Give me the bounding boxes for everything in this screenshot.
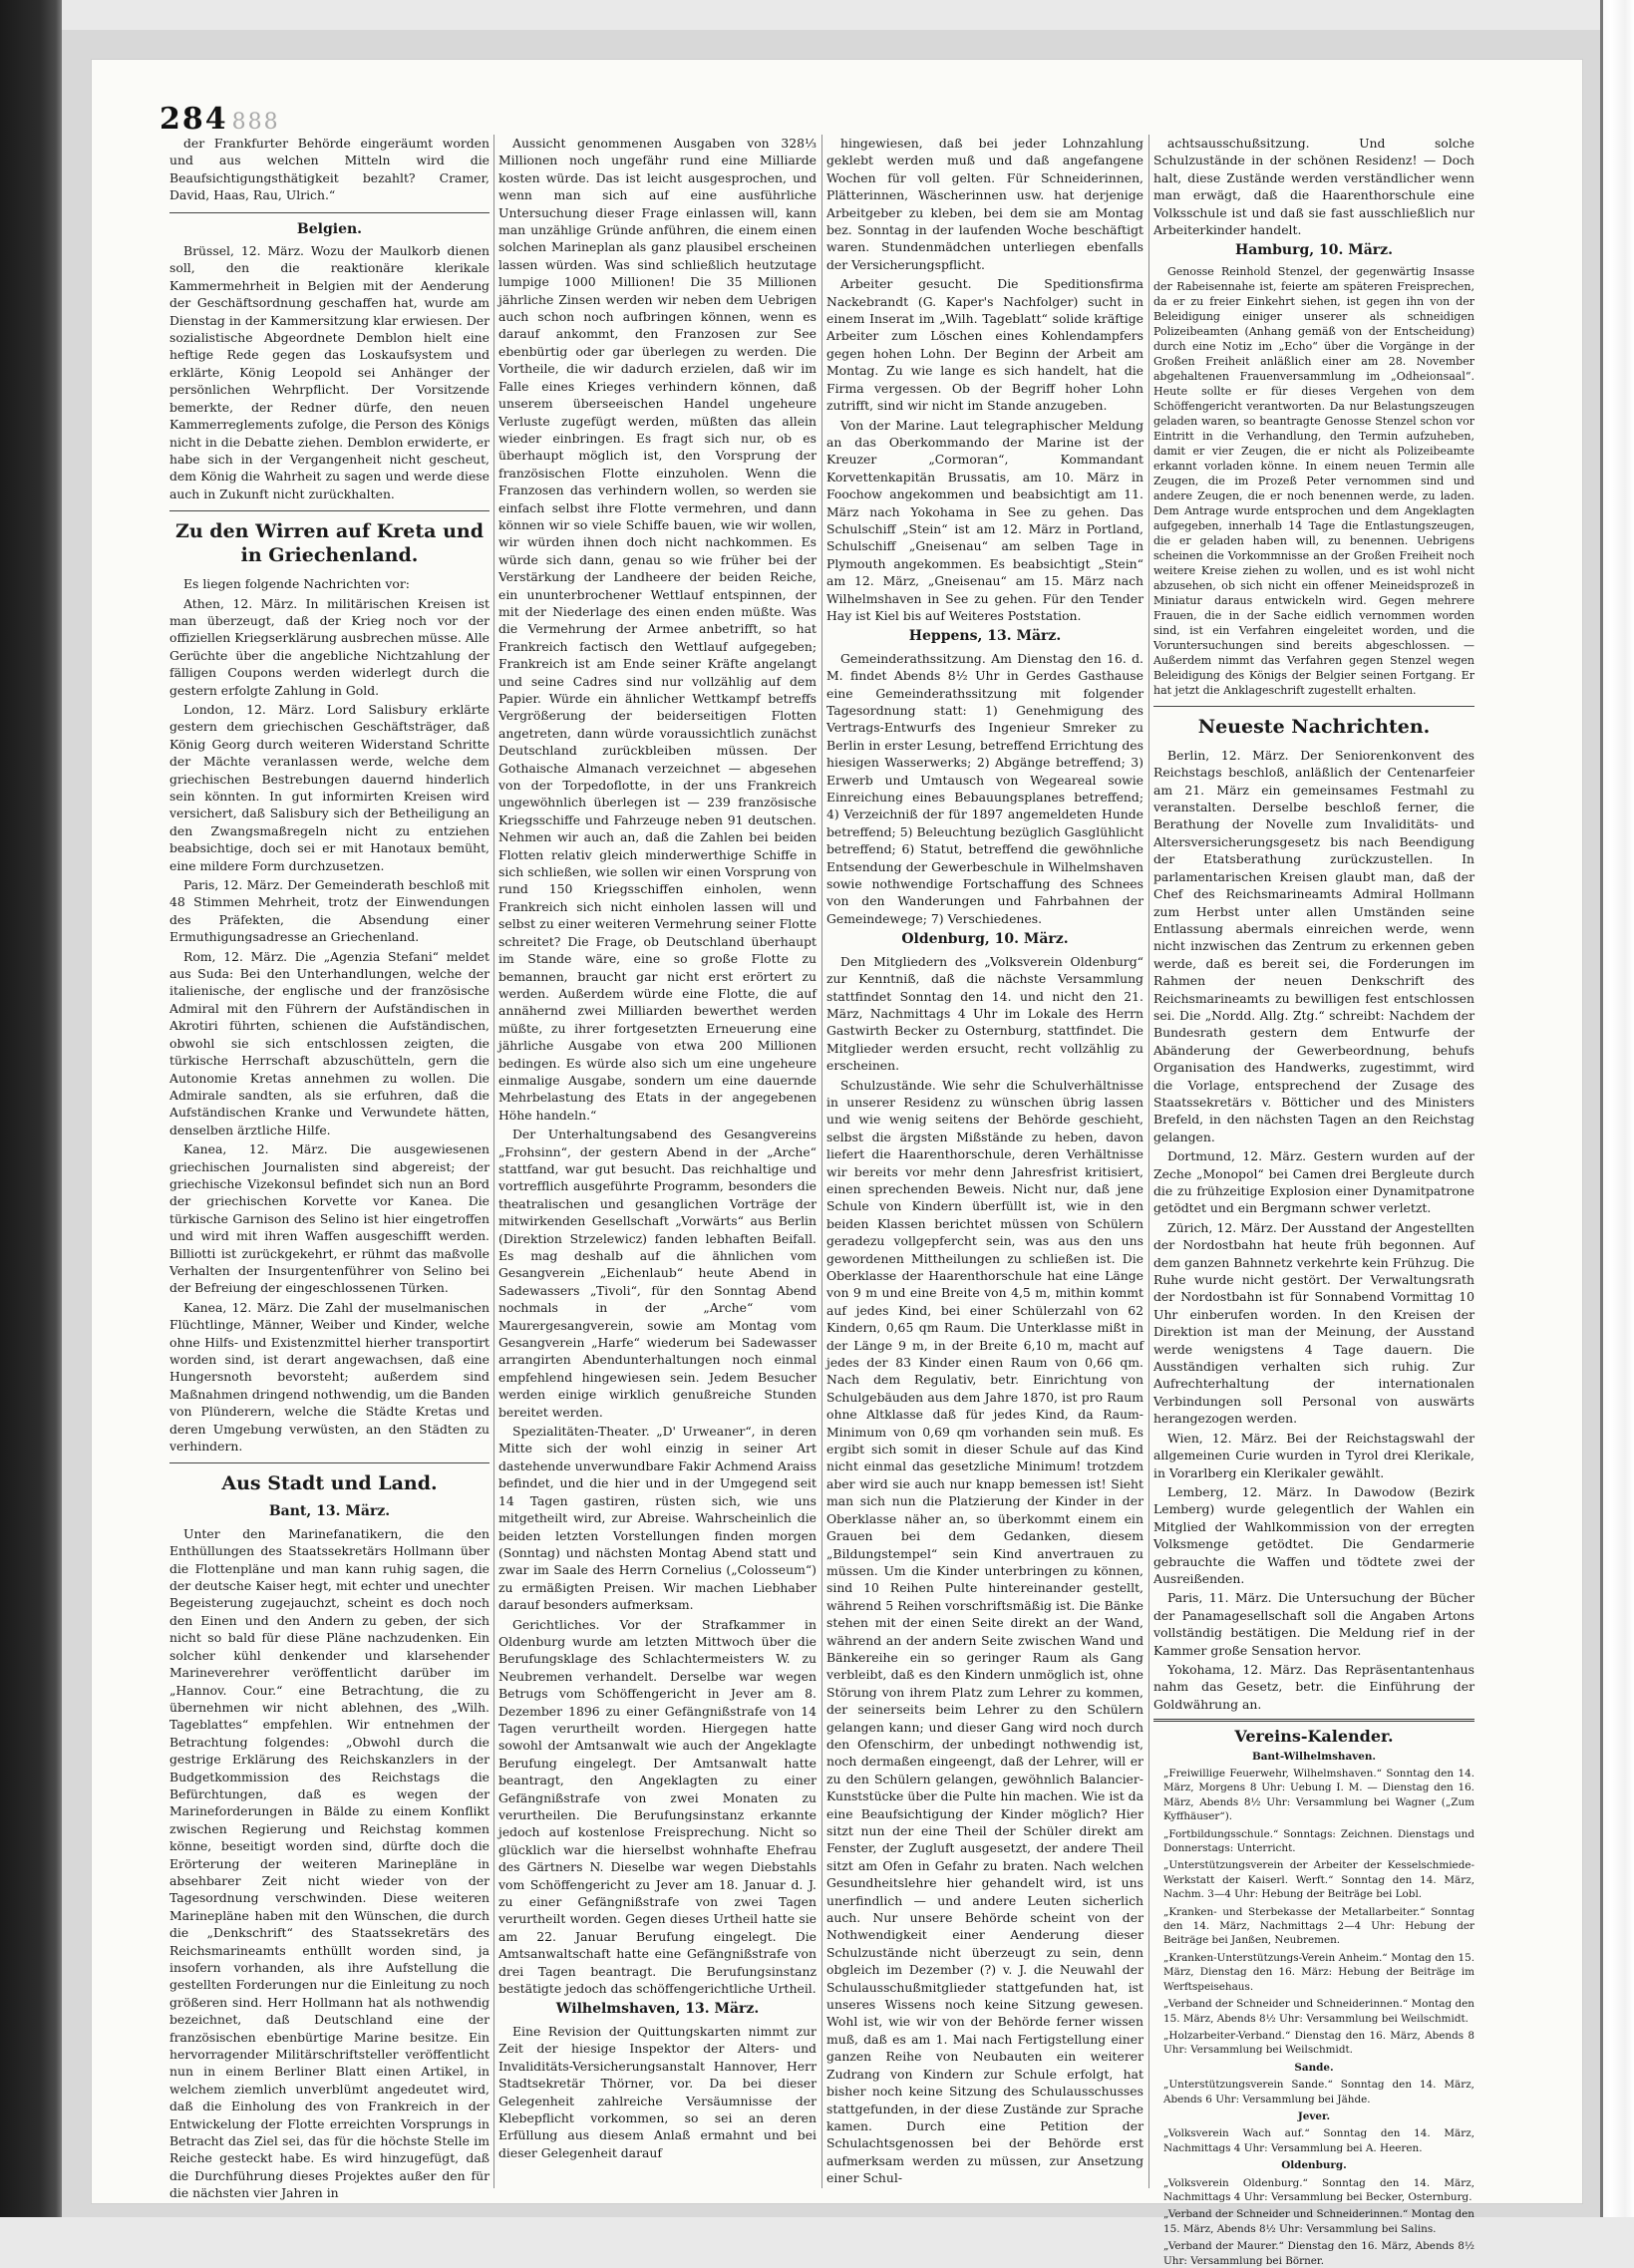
section-divider (169, 1462, 490, 1463)
article-text: Brüssel, 12. März. Wozu der Maulkorb dienen soll, den die reaktionäre klerikale Kammermehrheit in Belgien mit der Aenderung der Geschäftsordnung geschaffen hat, wurde am Dienstag in der Kammersitzung klar erwiesen. Der sozialistische Abgeordnete Demblon hielt eine heftige Rede gegen das Loskaufsystem und erklärte, König Leopold sei Anhänger der persönlichen Wehrpflicht. Der Vorsitzende bemerkte, der Redner dürfe, den neuen Kammerreglements zufolge, die Person des Königs nicht in die Debatte ziehen. Demblon erwiderte, er habe sich in der Vergangenheit nicht gescheut, dem König die Wahrheit zu sagen und werde diese auch in Zukunft nicht zurückhalten. (169, 243, 490, 501)
article-text: Arbeiter gesucht. Die Speditionsfirma Nackebrandt (G. Kaper's Nachfolger) sucht in einem Inserat im „Wilh. Tageblatt“ solide kräftige Arbeiter zum Löschen eines Kohlendampfers gegen hohen Lohn. Der Beginn der Arbeit am Montag. Zu wie lange es sich handelt, hat die Firma vergessen. Ob der Begriff hoher Lohn zutrifft, sind wir nicht im Stande anzugeben. (826, 276, 1144, 414)
calendar-entry: „Freiwillige Feuerwehr, Wilhelmshaven.“ Sonntag den 14. März, Morgens 8 Uhr: Uebung I. M. — Dienstag den 16. März, Abends 8½ Uhr: Versammlung bei Wagner („Zum Kyffhäuser“). (1163, 1768, 1474, 1823)
article-text: London, 12. März. Lord Salisbury erklärte gestern dem griechischen Geschäftsträger, daß König Georg durch weiteren Widerstand Schritte der Mächte veranlassen werde, welche dem griechischen Bestrebungen dauernd hinderlich sein könnten. In gut informirten Kreisen wird versichert, daß Salisbury sich der Betheiligung an den Zwangsmaßregeln nicht zu entziehen beabsichtige, doch sei er mit Hanotaux bemüht, eine mildere Form durchzusetzen. (169, 701, 490, 873)
dateline: Oldenburg, 10. März. (901, 931, 1069, 948)
section-heading: Belgien. (296, 220, 363, 237)
page-number-text: 284 (160, 102, 228, 137)
calendar-entry: „Unterstützungsverein der Arbeiter der Kesselschmiede-Werkstatt der Kaiserl. Werft.“ Sonntag den 14. März, Nachm. 3—4 Uhr: Hebung der Beiträge bei Lobl. (1163, 1859, 1474, 1901)
article-text: Den Mitgliedern des „Volksverein Oldenburg“ zur Kenntniß, daß die nächste Versammlung stattfindet Sonntag den 14. und nicht den 21. März, Nachmittags 4 Uhr im Lokale des Herrn Gastwirth Becker zu Osternburg, stattfindet. Die Mitglieder werden ersucht, recht vollzählig zu erscheinen. (826, 953, 1144, 1074)
calendar-entry: „Kranken-Unterstützungs-Verein Anheim.“ Montag den 15. März, Dienstag den 16. März: Hebung der Beiträge im Werftspeisehaus. (1163, 1951, 1474, 1993)
article-text: Lemberg, 12. März. In Dawodow (Bezirk Lemberg) wurde gelegentlich der Wahlen ein Mitglied der Wahlkommission von der erregten Volksmenge getödtet. Die Gendarmerie gebrauchte die Waffen und tödtete zwei der Ausreißenden. (1153, 1483, 1474, 1586)
column-1 (169, 135, 490, 2201)
column-rule (493, 135, 494, 2188)
calendar-entry: „Holzarbeiter-Verband.“ Dienstag den 16. März, Abends 8 Uhr: Versammlung bei Weilschmidt. (1163, 2029, 1474, 2057)
article-text: achtsausschußsitzung. Und solche Schulzustände in der schönen Residenz! — Doch halt, diese Zustände werden verständlicher wenn man erwägt, daß die Haarenthorschule eine Volksschule ist und daß sie fast ausschließlich nur Arbeiterkinder handelt. (1153, 136, 1474, 238)
calendar-entry: „Verband der Maurer.“ Dienstag den 16. März, Abends 8½ Uhr: Versammlung bei Börner. (1163, 2240, 1474, 2267)
calendar-entry: „Fortbildungsschule.“ Sonntags: Zeichnen. Dienstags und Donnerstags: Unterricht. (1163, 1827, 1474, 1855)
calendar-location: Bant-Wilhelmshaven. (1251, 1750, 1377, 1763)
calendar-entry: „Verband der Schneider und Schneiderinnen.“ Montag den 15. März, Abends 8½ Uhr: Versammlung bei Weilschmidt. (1163, 1998, 1474, 2025)
article-text: Wien, 12. März. Bei der Reichstagswahl der allgemeinen Curie wurden in Tyrol drei Klerikale, in Vorarlberg ein Klerikaler gewählt. (1153, 1430, 1474, 1480)
dateline: Heppens, 13. März. (908, 628, 1062, 645)
calendar-entry: „Volksverein Oldenburg.“ Sonntag den 14. März, Nachmittags 4 Uhr: Versammlung bei Becker, Osternburg. (1163, 2176, 1474, 2203)
section-divider (1153, 706, 1474, 707)
article-text: Zürich, 12. März. Der Ausstand der Angestellten der Nordostbahn hat heute früh begonnen. Auf dem ganzen Bahnnetz verkehrte kein Frühzug. Die Ruhe wurde nicht gestört. Der Verwaltungsrath der Nordostbahn ist für Sonnabend Vormittag 10 Uhr einberufen worden. In den Kreisen der Direktion ist man der Meinung, der Ausstand werde wenigstens 4 Tage dauern. Die Ausständigen verhalten sich ruhig. Zur Aufrechterhaltung der internationalen Verbindungen soll Personal von auswärts herangezogen werden. (1153, 1219, 1474, 1427)
article-text: Rom, 12. März. Die „Agenzia Stefani“ meldet aus Suda: Bei den Unterhandlungen, welche der italienische, der englische und der französische Admiral mit den Führern der Aufständischen in Akrotiri führten, schienen die Aufständischen, obwohl sie sich entschlossen zeigten, die türkische Herrschaft abzuschütteln, gern die Autonomie Kretas annehmen zu wollen. Die Admirale sandten, als sie erfuhren, daß die Aufständischen Kranke und Verwundete hätten, denselben ärztliche Hilfe. (169, 948, 490, 1137)
article-text: Unter den Marinefanatikern, die den Enthüllungen des Staatssekretärs Hollmann über die Flottenpläne und man kann ruhig sagen, die der deutsche Kaiser hegt, mit echter und unechter Begeisterung zugejauchzt, scheint es doch noch den Einen und den Andern zu geben, der sich nicht so bald für diese Pläne nachzudenken. Ein solcher kühl denkender und klarsehender Marineverehrer veröffentlicht darüber im „Hannov. Cour.“ eine Betrachtung, die zu übernehmen wir nicht ablehnen, des „Wilh. Tageblattes“ empfehlen. Wir entnehmen der Betrachtung folgendes: „Obwohl durch die gestrige Erklärung des Reichskanzlers in der Budgetkommission des Reichstags die Befürchtungen, daß es wegen der Marineforderungen in Bälde zu einem Konflikt zwischen Regierung und Reichstag kommen könne, beseitigt worden sind, dürfte doch die Erörterung der weiteren Marinepläne in absehbarer Zeit nicht wieder von der Tagesordnung verschwinden. Diese weiteren Marinepläne haben mit den Wünschen, die durch die „Denkschrift“ des Staatssekretärs des Reichsmarineamts enthüllt worden sind, ja insofern vorhanden, als ihre Aufstellung die gestellten Forderungen nur die Einleitung zu noch größeren sind. Herr Hollmann hat als nothwendig bezeichnet, daß Deutschland eine der französischen ebenbürtige Marine besitze. Ein hervorragender Militärschriftsteller veröffentlicht nun in einem Berliner Blatt einen Artikel, in welchem ziemlich unverblümt angedeutet wird, daß die Einholung des von Frankreich in der Entwickelung der Flotte erreichten Vorsprungs in Betracht das Ziel sei, das für die höchste Stelle im Reiche gesteckt habe. Es wird hinzugefügt, daß die Durchführung dieses Projektes außer den für die nächsten vier Jahren in (169, 1525, 490, 2201)
calendar-location: Sande. (1294, 2061, 1334, 2074)
section-heading: Neueste Nachrichten. (1197, 715, 1431, 738)
article-text: Es liegen folgende Nachrichten vor: (183, 576, 410, 592)
book-binding (0, 0, 62, 2217)
article-text: Gerichtliches. Vor der Strafkammer in Oldenburg wurde am letzten Mittwoch über die Berufungsklage des Schlachtermeisters W. zu Neubremen verhandelt. Derselbe war wegen Betrugs vom Schöffengericht in Jever am 8. Dezember 1896 zu einer Gefängnißstrafe von 14 Tagen verurtheilt worden. Hiergegen hatte sowohl der Amtsanwalt wie auch der Angeklagte Berufung eingelegt. Der Amtsanwalt hatte beantragt, den Angeklagten zu einer Gefängnißstrafe von zwei Monaten zu verurtheilen. Die Berufungsinstanz erkannte jedoch auf kostenlose Freisprechung. Nicht so glücklich war die hierselbst wohnhafte Ehefrau des Gärtners N. Dieselbe war wegen Diebstahls vom Schöffengericht zu Jever am 18. Januar d. J. zu einer Gefängnißstrafe von zwei Tagen verurtheilt worden. Gegen dieses Urtheil hatte sie am 22. Januar Berufung eingelegt. Die Amtsanwaltschaft hatte eine Gefängnißstrafe von drei Tagen beantragt. Die Berufungsinstanz bestätigte jedoch das schöffengerichtliche Urtheil. (498, 1616, 817, 1997)
column-4 (1153, 135, 1474, 2267)
article-text: Genosse Reinhold Stenzel, der gegenwärtig Insasse der Rabeisennahe ist, feierte am späteren Freisprechen, da er zu freier Einkehrt siehen, ist gegen ihn von der Beleidigung einiger unserer als schneidigen Polizeibeamten (Anhang gemäß von der Entscheidung) durch eine Notiz im „Echo“ über die Vorgänge in der Großen Freiheit anläßlich einer am 28. November abgehaltenen Frauenversammlung im „Odheionsaal“. Heute sollte er für dieses Vergehen von dem Schöffengericht verantworten. Da nur Belastungszeugen geladen waren, so beantragte Genosse Stenzel schon vor Eintritt in die Verhandlung, den Termin aufzuheben, damit er vier Zeugen, die er nicht als Polizeibeamte erkannt vorladen könne. In einem neuen Termin alle Zeugen, die im Prozeß Peter vernommen sind und andere Zeugen, die er noch benennen werde, zu laden. Dem Antrage wurde entsprochen und dem Angeklagten aufgegeben, innerhalb 14 Tage die Entlastungszeugen, die er geladen haben will, zu benennen. Uebrigens scheinen die Vorkommnisse an der Großen Freiheit noch weitere Kreise ziehen zu wollen, und es ist wohl nicht abzusehen, ob sich nicht ein offener Meineidsprozeß in Miniatur daraus entwickeln wird. Gegen mehrere Frauen, die in der Sache eidlich vernommen worden sind, ist ein Verfahren eingeleitet worden, und die Voruntersuchungen sind bereits abgeschlossen. — Außerdem nimmt das Verfahren gegen Stenzel wegen Beleidigung des Königs der Belgier seinen Fortgang. Er hat jetzt die Anklageschrift zugestellt erhalten. (1153, 264, 1474, 697)
section-heading: Vereins-Kalender. (1234, 1727, 1394, 1747)
section-divider (169, 510, 490, 511)
article-text: Der Unterhaltungsabend des Gesangvereins „Frohsinn“, der gestern Abend in der „Arche“ stattfand, war gut besucht. Das reichhaltige und vortrefflich ausgeführte Programm, besonders die theatralischen und gesanglichen Vorträge der mitwirkenden Gesellschaft „Vorwärts“ aus Berlin (Direktion Strzelewicz) fanden lebhaften Beifall. Es mag deshalb auf die ähnlichen vom Gesangverein „Eichenlaub“ heute Abend in Sadewassers „Tivoli“, für den Sonntag Abend nochmals in der „Arche“ vom Maurergesangverein, sowie am Montag vom Gesangverein „Harfe“ wiederum bei Sadewasser arrangirten Abendunterhaltungen noch einmal empfehlend hingewiesen sein. Jedem Besucher werden einige wirklich genußreiche Stunden bereitet werden. (498, 1127, 817, 1420)
article-text: Yokohama, 12. März. Das Repräsentantenhaus nahm das Gesetz, betr. die Einführung der Goldwährung an. (1153, 1661, 1474, 1712)
page-number (160, 102, 280, 137)
dateline: Bant, 13. März. (268, 1503, 391, 1520)
article-text: Dortmund, 12. März. Gestern wurden auf der Zeche „Monopol“ bei Camen drei Bergleute durch die zu frühzeitige Explosion einer Dynamitpatrone getödtet und ein Bergmann schwer verletzt. (1153, 1148, 1474, 1216)
section-divider (169, 212, 490, 213)
dateline: Wilhelmshaven, 13. März. (555, 2001, 760, 2018)
article-text: Eine Revision der Quittungskarten nimmt zur Zeit der hiesige Inspektor der Alters- und Invaliditäts-Versicherungsanstalt Hannover, Herr Stadtsekretär Thörner, vor. Da bei dieser Gelegenheit zahlreiche Versäumnisse der Klebepflicht vorkommen, so sei an deren Erfüllung aus diesem Anlaß ermahnt und bei dieser Gelegenheit darauf (498, 2023, 817, 2160)
calendar-location: Oldenburg. (1281, 2159, 1347, 2172)
article-text: Schulzustände. Wie sehr die Schulverhältnisse in unserer Residenz zu wünschen übrig lassen und wie wenig seitens der Behörde geschieht, selbst die ärgsten Mißstände zu heben, davon liefert die Haarenthorschule, deren Verhältnisse wir bereits vor mehr denn Jahresfrist kritisiert, einen sprechenden Beweis. Nicht nur, daß jene Schule von Kindern überfüllt ist, wie in den beiden Klassen berichtet müssen von Schülern geradezu vollgepfercht sein, was aus den uns gewordenen Mittheilungen zu schließen ist. Die Oberklasse der Haarenthorschule hat eine Länge von 9 m und eine Breite von 4,5 m, mithin kommt auf jedes Kind, bei einer Schülerzahl von 62 Kindern, 0,65 qm Raum. Die Unterklasse mißt in der Länge 9 m, in der Breite 6,10 m, macht auf jedes der 83 Kinder einen Raum von 0,66 qm. Nach dem Regulativ, betr. Einrichtung von Schulgebäuden aus dem Jahre 1870, ist pro Raum ohne Altklasse daß für jedes Kind, da Raum-Minimum von 0,69 qm vorhanden sein muß. Es ergibt sich somit in dieser Schule auf das Kind nicht einmal das gesetzliche Minimum! trotzdem aber wird sie auch nur knapp bemessen ist! Sieht man sich nun die Platzierung der Kinder in der Oberklasse näher an, so überkommt einem ein Grauen bei dem Gedanken, diesem „Bildungstempel“ sein Kind anvertrauen zu müssen. Um die Kinder unterbringen zu können, sind 10 Reihen Pulte hintereinander gestellt, während 5 Reihen vorschriftsmäßig ist. Die Bänke stehen mit der einen Seite direkt an der Wand, während an der andern Seite zwischen Wand und Bänkereihe ein so geringer Raum als Gang verbleibt, daß es den Kindern unmöglich ist, ohne Störung von ihrem Platz zum Lehrer zu kommen, der seinerseits beim Lehrer zu den Schülern gelangen kann; und dieser Gang wird noch durch den Ofenschirm, der unbedingt nothwendig ist, noch dermaßen eingeengt, daß der Lehrer, will er zu den Schülern gelangen, gewöhnlich Balancier-Kunststücke über die Pulte hin machen. Wie ist da eine Beaufsichtigung der Kinder möglich? Hier sitzt nun der eine Theil der Schüler direkt am Fenster, der Zugluft ausgesetzt, der andere Theil sitzt am Ofen in Gefahr zu braten. Nach welchen Gesundheitslehre hier gehandelt wird, ist uns unerfindlich — und andere Leuten sicherlich auch. Nur unsere Behörde scheint von der Nothwendigkeit einer Aenderung dieser Schulzustände nicht überzeugt zu sein, denn obgleich im Dezember (?) v. J. die Neuwahl der Schulausschußmitglieder stattgefunden hat, ist unseres Wissens noch keine Sitzung gewesen. Wohl ist, wie wir von der Behörde ferner wissen muß, daß es am 1. Mai nach Fertigstellung einer ganzen Reihe von Neubauten ein weiterer Zudrang von Kindern zur Schule erfolgt, hat bisher noch keine Sitzung des Schulausschusses stattgefunden, in der diese Zustände zur Sprache kamen. Durch eine Petition der Schulachtsgenossen bei der Behörde erst aufmerksam werden zu müssen, zur Ansetzung einer Schul- (826, 1077, 1144, 2186)
article-text: Athen, 12. März. In militärischen Kreisen ist man überzeugt, daß der Krieg noch vor der offiziellen Kriegserklärung ausbrechen müsse. Alle Gerüchte über die angebliche Nichtzahlung der fälligen Coupons werden widerlegt durch die gestern erfolgte Zahlung in Gold. (169, 595, 490, 698)
column-rule (1148, 135, 1149, 2188)
article-text: Aussicht genommenen Ausgaben von 328⅓ Millionen noch ungefähr rund eine Milliarde kosten würde. Das ist leicht ausgesprochen, und wenn man sich auf eine ausführliche Untersuchung dieser Frage einlassen will, kann man unzählige Gründe anführen, die einem einen solchen Marineplan als ganz plausibel erscheinen lassen würden. Was sind schließlich heutzutage lumpige 1000 Millionen! Die 35 Millionen jährliche Zinsen werden wir neben dem Uebrigen auch schon noch aufbringen können, wenn es darauf ankommt, den Franzosen zur See ebenbürtig oder gar überlegen zu werden. Die Vortheile, die wir dadurch erzielen, daß wir im Falle eines Krieges verhindern können, daß unserem überseeischen Handel ungeheure Verluste zugefügt werden, müßten das allein wieder einbringen. Es fragt sich nur, ob es überhaupt möglich ist, den Vorsprung der französischen Flotte einzuholen. Wenn die Franzosen das verhindern wollen, so werden sie einfach selbst ihre Flotte vermehren, und dann können wir so viele Schiffe bauen, wie wir wollen, wir würden ihnen doch nicht nachkommen. Es würde sich dann, genau so wie früher bei der Verstärkung der Landheere der beiden Reiche, ein ununterbrochener Wettlauf entspinnen, der mit der Niederlage des einen enden müßte. Was die Vermehrung der Armee anbetrifft, so hat Frankreich factisch den Wettlauf aufgegeben; Frankreich ist am Ende seiner Kräfte angelangt und seine Cadres sind nur vollzählig auf dem Papier. Würde ein ähnlicher Wettkampf betreffs Vergrößerung der beiderseitigen Flotten angetreten, dann würde voraussichtlich zunächst Deutschland zurückbleiben müssen. Der Gothaische Almanach verzeichnet — abgesehen von der Torpedoflotte, in der uns Frankreich ungewöhnlich überlegen ist — 239 französische Kriegsschiffe und Fahrzeuge neben 91 deutschen. Nehmen wir auch an, daß die Zahlen bei beiden Flotten relativ gleich minderwerthige Schiffe in sich schließen, wie sollen wir einen Vorsprung von rund 150 Kriegsschiffen einholen, wenn Frankreich sich nicht einholen lassen will und selbst zu einer weiteren Vermehrung seiner Flotte schreitet? Die Frage, ob Deutschland überhaupt im Stande wäre, eine so große Flotte zu bemannen, braucht gar nicht erst erörtert zu werden. Außerdem würde eine Flotte, die auf annähernd zwei Milliarden bewerthet werden müßte, zu ihrer fortgesetzten Erneuerung eine jährliche Ausgabe von etwa 200 Millionen bedingen. Es würde also sich um eine ungeheure einmalige Ausgabe, sondern um eine dauernde Mehrbelastung des Etats in der angegebenen Höhe handeln.“ (498, 136, 817, 1123)
calendar-entry: „Kranken- und Sterbekasse der Metallarbeiter.“ Sonntag den 14. März, Nachmittags 2—4 Uhr: Hebung der Beiträge bei Janßen, Neubremen. (1163, 1905, 1474, 1947)
article-text: Kanea, 12. März. Die ausgewiesenen griechischen Journalisten sind abgereist; der griechische Vizekonsul befindet sich nun an Bord der griechischen Korvette vor Kanea. Die türkische Garnison des Selino ist hier eingetroffen und wird mit ihren Waffen ausgeschifft werden. Billiotti ist zurückgekehrt, er rühmt das maßvolle Verhalten der Insurgentenführer von Selino bei der Befreiung der eingeschlossenen Türken. (169, 1141, 490, 1296)
calendar-entry: „Unterstützungsverein Sande.“ Sonntag den 14. März, Abends 6 Uhr: Versammlung bei Jähde. (1163, 2079, 1474, 2106)
article-text: hingewiesen, daß bei jeder Lohnzahlung geklebt werden muß und daß angefangene Wochen für voll gelten. Für Schneiderinnen, Plätterinnen, Wäscherinnen usw. hat derjenige Arbeitgeber zu kleben, bei dem sie am Montag bez. Sonntag in der laufenden Woche beschäftigt waren. Stundenmädchen unterliegen ebenfalls der Versicherungspflicht. (826, 136, 1144, 272)
section-heading: Aus Stadt und Land. (221, 1472, 438, 1495)
article-text: Berlin, 12. März. Der Seniorenkonvent des Reichstags beschloß, anläßlich der Centenarfeier am 21. März ein gemeinsames Festmahl zu veranstalten. Derselbe beschloß ferner, die Berathung der Novelle zum Invaliditäts- und Altersversicherungsgesetz bis nach Beendigung der Etatsberathung zurückzustellen. In parlamentarischen Kreisen glaubt man, daß der Chef des Reichsmarineamts Admiral Hollmann zum Herbst unter allen Umständen seine Entlassung abermals einreichen werde, wenn nicht inzwischen das Zentrum zu erkennen geben werde, daß es bereit sei, die Forderungen im Rahmen der neuen Denkschrift des Reichsmarineamts zu bewilligen fest entschlossen sei. Die „Nordd. Allg. Ztg.“ schreibt: Nachdem der Bundesrath gestern dem Entwurfe der Abänderung der Gewerbeordnung, behufs Organisation des Handwerks, zugestimmt, wird die Vorlage, entsprechend der Zusage des Staatssekretärs v. Bötticher und des Ministers Brefeld, in den nächsten Tagen an den Reichstag gelangen. (1153, 747, 1474, 1144)
page-edge (1600, 0, 1634, 2217)
calendar-entry: „Volksverein Wach auf.“ Sonntag den 14. März, Nachmittags 4 Uhr: Versammlung bei A. Heeren. (1163, 2127, 1474, 2154)
calendar-location: Jever. (1297, 2109, 1331, 2122)
article-text: Paris, 11. März. Die Untersuchung der Bücher der Panamagesellschaft soll die Angaben Artons vollständig bestätigen. Die Meldung rief in der Kammer große Sensation hervor. (1153, 1590, 1474, 1658)
article-text: Spezialitäten-Theater. „D' Urweaner“, in deren Mitte sich der wohl einzig in seiner Art dastehende unverwundbare Fakir Achmend Araiss befindet, und die hier und in der Umgegend seit 14 Tagen gastiren, rüsten sich, wie uns mitgetheilt wird, zur Abreise. Wahrscheinlich die beiden letzten Vorstellungen finden morgen (Sonntag) und nächsten Montag Abend statt und zwar im Saale des Herrn Cornelius („Colosseum“) zu ermäßigten Preisen. Wir machen Liebhaber darauf besonders aufmerksam. (498, 1424, 817, 1613)
article-text: Kanea, 12. März. Die Zahl der muselmanischen Flüchtlinge, Männer, Weiber und Kinder, welche ohne Hilfs- und Existenzmittel hierher transportirt worden sind, ist derart angewachsen, daß eine Hungersnoth bevorsteht; außerdem sind Maßnahmen dringend nothwendig, um die Banden von Plünderern, welche die Städte Kretas und deren Umgebung verwüsten, an den Städten zu verhindern. (169, 1299, 490, 1455)
article-text: Von der Marine. Laut telegraphischer Meldung an das Oberkommando der Marine ist der Kreuzer „Cormoran“, Kommandant Korvettenkapitän Brussatis, am 10. März in Foochow angekommen und beabsichtigt am 11. März nach Yokohama in See zu gehen. Das Schulschiff „Stein“ ist am 12. März in Portland, Schulschiff „Gneisenau“ am selben Tage in Plymouth angekommen. Es beabsichtigt „Stein“ am 12. März, „Gneisenau“ am 15. März nach Wilhelmshaven in See zu gehen. Für den Tender Hay ist Kiel bis auf Weiteres Poststation. (826, 417, 1144, 623)
dateline: Hamburg, 10. März. (1235, 242, 1393, 259)
column-rule (821, 135, 822, 2188)
column-3 (826, 135, 1144, 2188)
article-text: Paris, 12. März. Der Gemeinderath beschloß mit 48 Stimmen Mehrheit, trotz der Einwendungen des Präfekten, die Absendung einer Ermuthigungsadresse an Griechenland. (169, 877, 490, 945)
page-number-ghost: 888 (231, 110, 280, 135)
section-divider (1153, 1719, 1474, 1722)
newspaper-page (92, 60, 1582, 2267)
column-2 (498, 135, 817, 2188)
event-calendar (1153, 1750, 1474, 2268)
section-heading: Zu den Wirren auf Kreta und in Griechenland. (174, 520, 484, 567)
article-text: Gemeinderathssitzung. Am Dienstag den 16. d. M. findet Abends 8½ Uhr in Gerdes Gasthause eine Gemeinderathssitzung mit folgender Tagesordnung statt: 1) Genehmigung des Vertrags-Entwurfs des Ingenieur Smreker zu Berlin in erster Lesung, betreffend Errichtung des hiesigen Wasserwerks; 2) Abgänge betreffend; 3) Erwerb und Umtausch von Wegeareal sowie Einreichung eines Bebauungsplanes betreffend; 4) Verzeichniß der für 1897 angemeldeten Hunde betreffend; 5) Beleuchtung bezüglich Gasglühlicht betreffend; 6) Statut, betreffend die gewöhnliche Entsendung der Gewerbeschule in Wilhelmshaven sowie nothwendige Fortschaffung des Schnees von den Wanderungen und Fahrbahnen der Gemeindewege; 7) Verschiedenes. (826, 650, 1144, 926)
calendar-entry: „Verband der Schneider und Schneiderinnen.“ Montag den 15. März, Abends 8½ Uhr: Versammlung bei Salins. (1163, 2208, 1474, 2235)
article-text: der Frankfurter Behörde eingeräumt worden und aus welchen Mitteln wird die Beaufsichtigungsthätigkeit bezahlt? Cramer, David, Haas, Rau, Ulrich.“ (169, 136, 490, 203)
